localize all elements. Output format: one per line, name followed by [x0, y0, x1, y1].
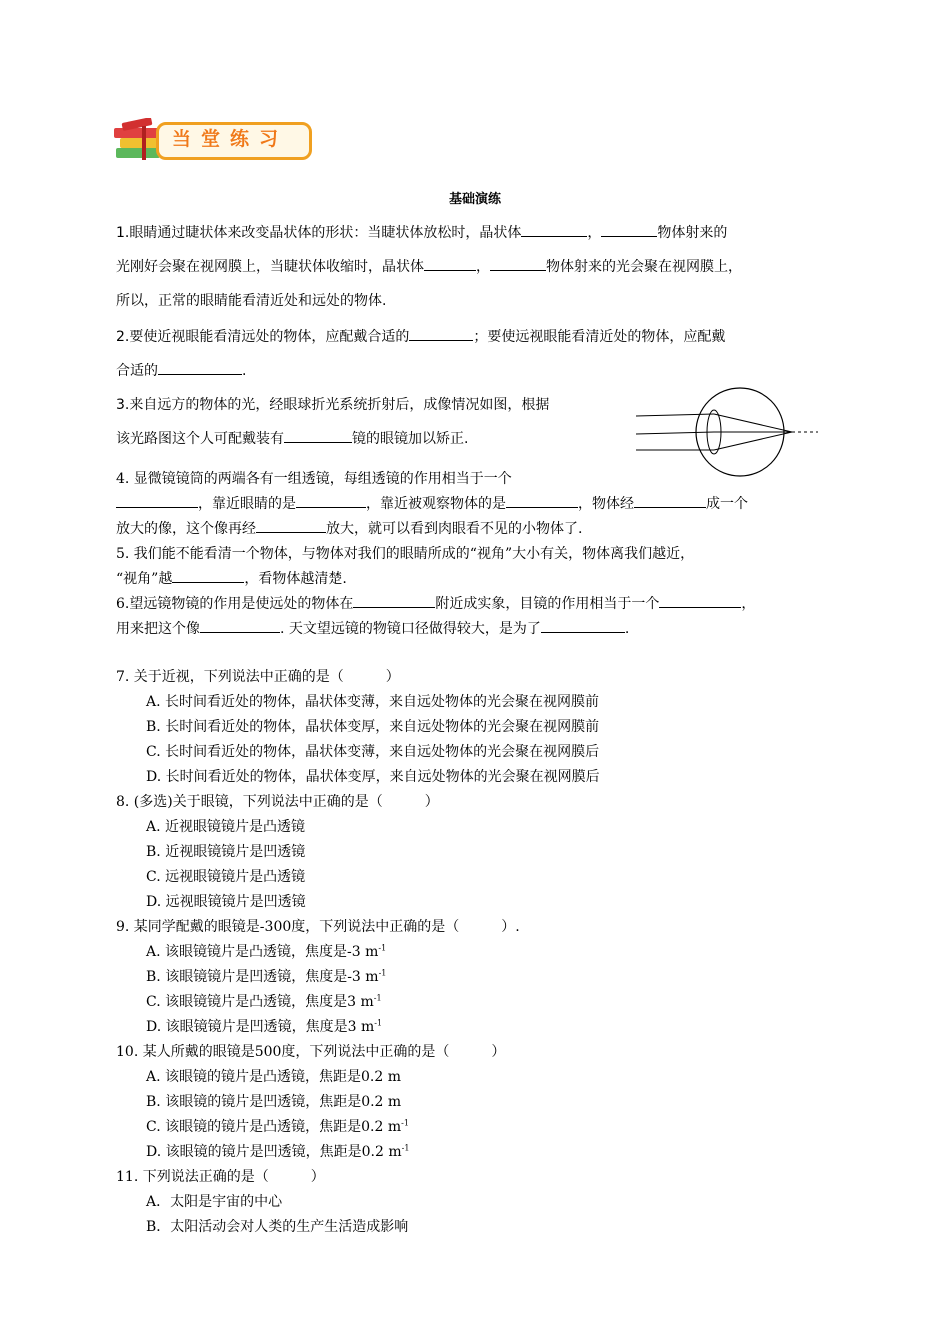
question-10-option-b: B. 该眼镜的镜片是凹透镜，焦距是0.2 m [146, 1094, 402, 1110]
question-7-option-a: A. 长时间看近处的物体，晶状体变薄，来自远处物体的光会聚在视网膜前 [146, 694, 600, 710]
question-10-stem: 10. 某人所戴的眼镜是500度，下列说法中正确的是（ ） [116, 1044, 506, 1060]
question-10-option-d: D. 该眼镜的镜片是凹透镜，焦距是0.2 $m^{-1}$ [146, 1143, 410, 1160]
question-6-line-1: 6.望远镜物镜的作用是使远处的物体在 附近成实象，目镜的作用相当于一个 ， [116, 593, 755, 613]
question-4-line-1: 4. 显微镜镜筒的两端各有一组透镜，每组透镜的作用相当于一个 [116, 471, 512, 487]
question-3: 3.来自远方的物体的光，经眼球折光系统折射后，成像情况如图，根据 该光路图这个人可配戴装有 镜的眼镜加以矫正. [116, 397, 550, 447]
question-8-option-c: C. 远视眼镜镜片是凸透镜 [146, 869, 306, 885]
question-8-option-d: D. 远视眼镜镜片是凹透镜 [146, 894, 306, 910]
question-4-line-3: 放大的像，这个像再经 放大，就可以看到肉眼看不见的小物体了. [116, 518, 582, 538]
question-10-option-c: C. 该眼镜的镜片是凸透镜，焦距是0.2 $m^{-1}$ [146, 1118, 409, 1135]
question-9-stem: 9. 某同学配戴的眼镜是-300度，下列说法中正确的是（ ）. [116, 919, 520, 935]
question-9-option-d: D. 该眼镜镜片是凹透镜，焦度是3 $m^{-1}$ [146, 1018, 383, 1035]
question-4-line-2: ，靠近眼睛的是 ，靠近被观察物体的是 ，物体经 成一个 [116, 493, 748, 513]
question-7-option-d: D. 长时间看近处的物体，晶状体变厚，来自远处物体的光会聚在视网膜后 [146, 769, 600, 785]
question-9-option-a: A. 该眼镜镜片是凸透镜，焦度是-3 $m^{-1}$ [146, 943, 387, 960]
question-11-option-b: B．太阳活动会对人类的生产生活造成影响 [146, 1219, 409, 1235]
question-8-option-a: A. 近视眼镜镜片是凸透镜 [146, 819, 306, 835]
question-7-option-c: C. 长时间看近处的物体，晶状体变薄，来自远处物体的光会聚在视网膜后 [146, 744, 600, 760]
eye-ray-diagram [632, 386, 832, 486]
question-7-option-b: B. 长时间看近处的物体，晶状体变厚，来自远处物体的光会聚在视网膜前 [146, 719, 600, 735]
question-9-option-b: B. 该眼镜镜片是凹透镜，焦度是-3 $m^{-1}$ [146, 968, 387, 985]
question-11-stem: 11. 下列说法正确的是（ ） [116, 1169, 325, 1185]
section-heading: 基础演练 [448, 192, 501, 207]
question-11-option-a: A．太阳是宇宙的中心 [146, 1194, 283, 1210]
banner-label: 当堂练习 [172, 128, 289, 150]
question-7-stem: 7. 关于近视，下列说法中正确的是（ ） [116, 669, 400, 685]
question-5-line-1: 5. 我们能不能看清一个物体，与物体对我们的眼睛所成的“视角”大小有关，物体离我们越近， [116, 546, 695, 562]
question-8-stem: 8. (多选)关于眼镜，下列说法中正确的是（ ） [116, 794, 439, 810]
question-10-option-a: A. 该眼镜的镜片是凸透镜，焦距是0.2 m [146, 1069, 402, 1085]
question-1: 1.眼睛通过睫状体来改变晶状体的形状：当睫状体放松时，晶状体 ， 物体射来的 光刚好会聚在视网膜上，当睫状体收缩时，晶状体 ， 物体射来的光会聚在视网膜上， 所以，正常的眼睛能看清近处和远处的物体. [116, 216, 742, 318]
question-5-line-2: “视角”越 ，看物体越清楚. [116, 568, 347, 588]
question-6-line-2: 用来把这个像 . 天文望远镜的物镜口径做得较大，是为了 . [116, 618, 629, 638]
question-2: 2.要使近视眼能看清远处的物体，应配戴合适的 ；要使远视眼能看清近处的物体，应配戴 合适的 . [116, 320, 725, 388]
section-banner [112, 118, 312, 166]
question-9-option-c: C. 该眼镜镜片是凸透镜，焦度是3 $m^{-1}$ [146, 993, 382, 1010]
question-8-option-b: B. 近视眼镜镜片是凹透镜 [146, 844, 306, 860]
